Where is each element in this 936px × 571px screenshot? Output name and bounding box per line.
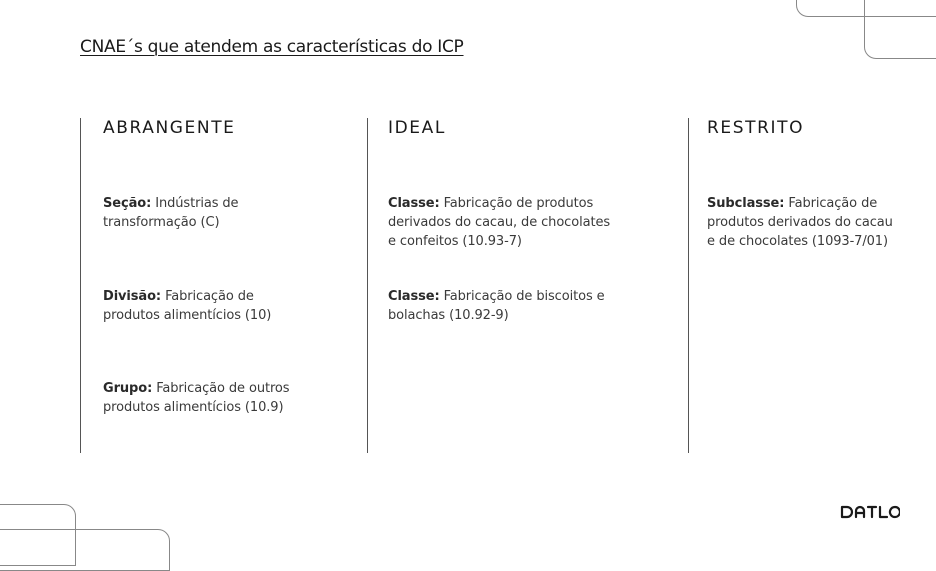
item-text: Indústrias de transformação (C) <box>103 196 239 230</box>
list-item <box>707 194 897 251</box>
list-item <box>388 287 613 325</box>
item-label: Classe: <box>388 289 440 304</box>
column-abrangente <box>80 118 321 453</box>
item-text: Fabricação de produtos derivados do cacau, de chocolates e confeitos (10.93-7) <box>388 196 611 249</box>
page-title: CNAE´s que atendem as características do ICP <box>80 37 464 57</box>
item-label: Divisão: <box>103 289 162 304</box>
item-text: Fabricação de biscoitos e bolachas (10.92-9) <box>388 289 605 323</box>
list-item <box>103 379 308 417</box>
item-label: Seção: <box>103 196 152 211</box>
column-restrito <box>688 118 919 453</box>
item-label: Subclasse: <box>707 196 785 211</box>
column-ideal <box>367 118 658 453</box>
column-heading: RESTRITO <box>707 118 805 138</box>
list-item <box>103 194 283 232</box>
item-label: Classe: <box>388 196 440 211</box>
item-text: Fabricação de produtos alimentícios (10) <box>103 289 272 323</box>
corner-decoration-top-2 <box>864 0 936 59</box>
item-label: Grupo: <box>103 381 153 396</box>
list-item <box>103 287 283 325</box>
column-heading: ABRANGENTE <box>103 118 236 138</box>
list-item <box>388 194 613 251</box>
datlo-logo <box>840 502 900 526</box>
logo-text: DATLO <box>840 502 844 503</box>
column-heading: IDEAL <box>388 118 446 138</box>
corner-decoration-bottom-2 <box>0 529 170 571</box>
item-text: Fabricação de produtos derivados do cacau e de chocolates (1093-7/01) <box>707 196 893 249</box>
item-text: Fabricação de outros produtos alimentícios (10.9) <box>103 381 290 415</box>
